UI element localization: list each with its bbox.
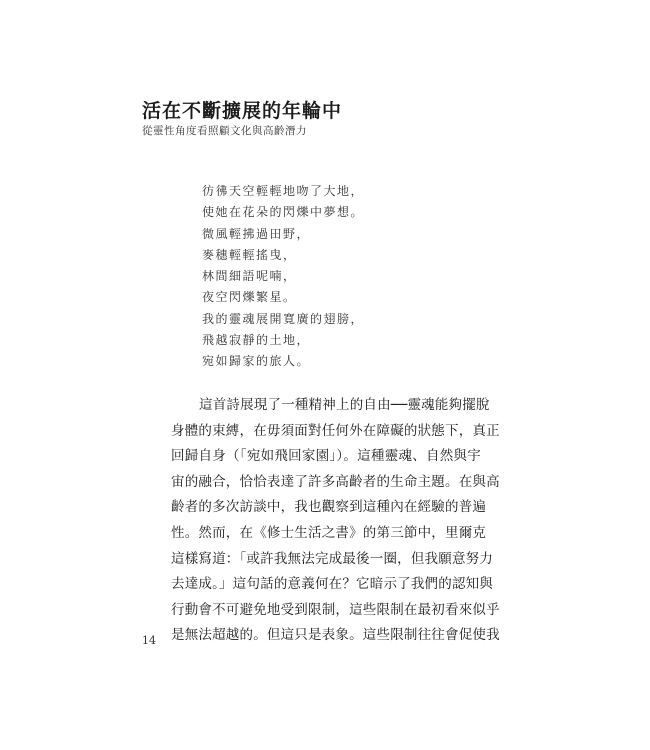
- book-subtitle: 從靈性角度看照顧文化與高齡潛力: [142, 125, 307, 137]
- paragraph-line: 回歸自身（「宛如飛回家園」）。這種靈魂、自然與宇: [171, 448, 481, 465]
- poem-line: 使她在花朵的閃爍中夢想。: [202, 205, 365, 220]
- paragraph-line: 這首詩展現了一種精神上的自由──靈魂能夠擺脫: [199, 397, 490, 413]
- poem-line: 微風輕拂過田野，: [202, 226, 311, 241]
- paragraph-line: 身體的束縛，在毋須面對任何外在障礙的狀態下，真正: [171, 422, 500, 439]
- paragraph-line: 齡者的多次訪談中，我也觀察到這種內在經驗的普遍: [171, 499, 487, 516]
- poem-line: 彷彿天空輕輕地吻了大地，: [202, 184, 365, 198]
- page-number: 14: [142, 634, 156, 647]
- paragraph-line: 性。然而，在《修士生活之書》的第三節中，里爾克: [171, 524, 487, 541]
- poem-line: 飛越寂靜的土地，: [202, 333, 311, 348]
- paragraph-line: 這樣寫道：「或許我無法完成最後一圈，但我願意努力: [171, 550, 494, 567]
- poem-line: 我的靈魂展開寬廣的翅膀，: [202, 311, 365, 326]
- book-title: 活在不斷擴展的年輪中: [142, 100, 343, 122]
- poem-block: [202, 181, 364, 373]
- poem-line: 夜空閃爍繁星。: [202, 290, 297, 305]
- poem-line: 宛如歸家的旅人。: [202, 354, 311, 369]
- body-paragraph: [171, 393, 500, 649]
- paragraph-line: 去達成。」這句話的意義何在？它暗示了我們的認知與: [171, 576, 494, 593]
- running-header: [142, 100, 342, 138]
- poem-line: 麥穗輕輕搖曳，: [202, 247, 297, 262]
- paragraph-line: 是無法超越的。但這只是表象。這些限制往往會促使我: [171, 627, 500, 644]
- paragraph-line: 宙的融合，恰恰表達了許多高齡者的生命主題。在與高: [171, 473, 500, 490]
- paragraph-line: 行動會不可避免地受到限制，這些限制在最初看來似乎: [171, 601, 500, 618]
- poem-line: 林間細語呢喃，: [202, 269, 297, 284]
